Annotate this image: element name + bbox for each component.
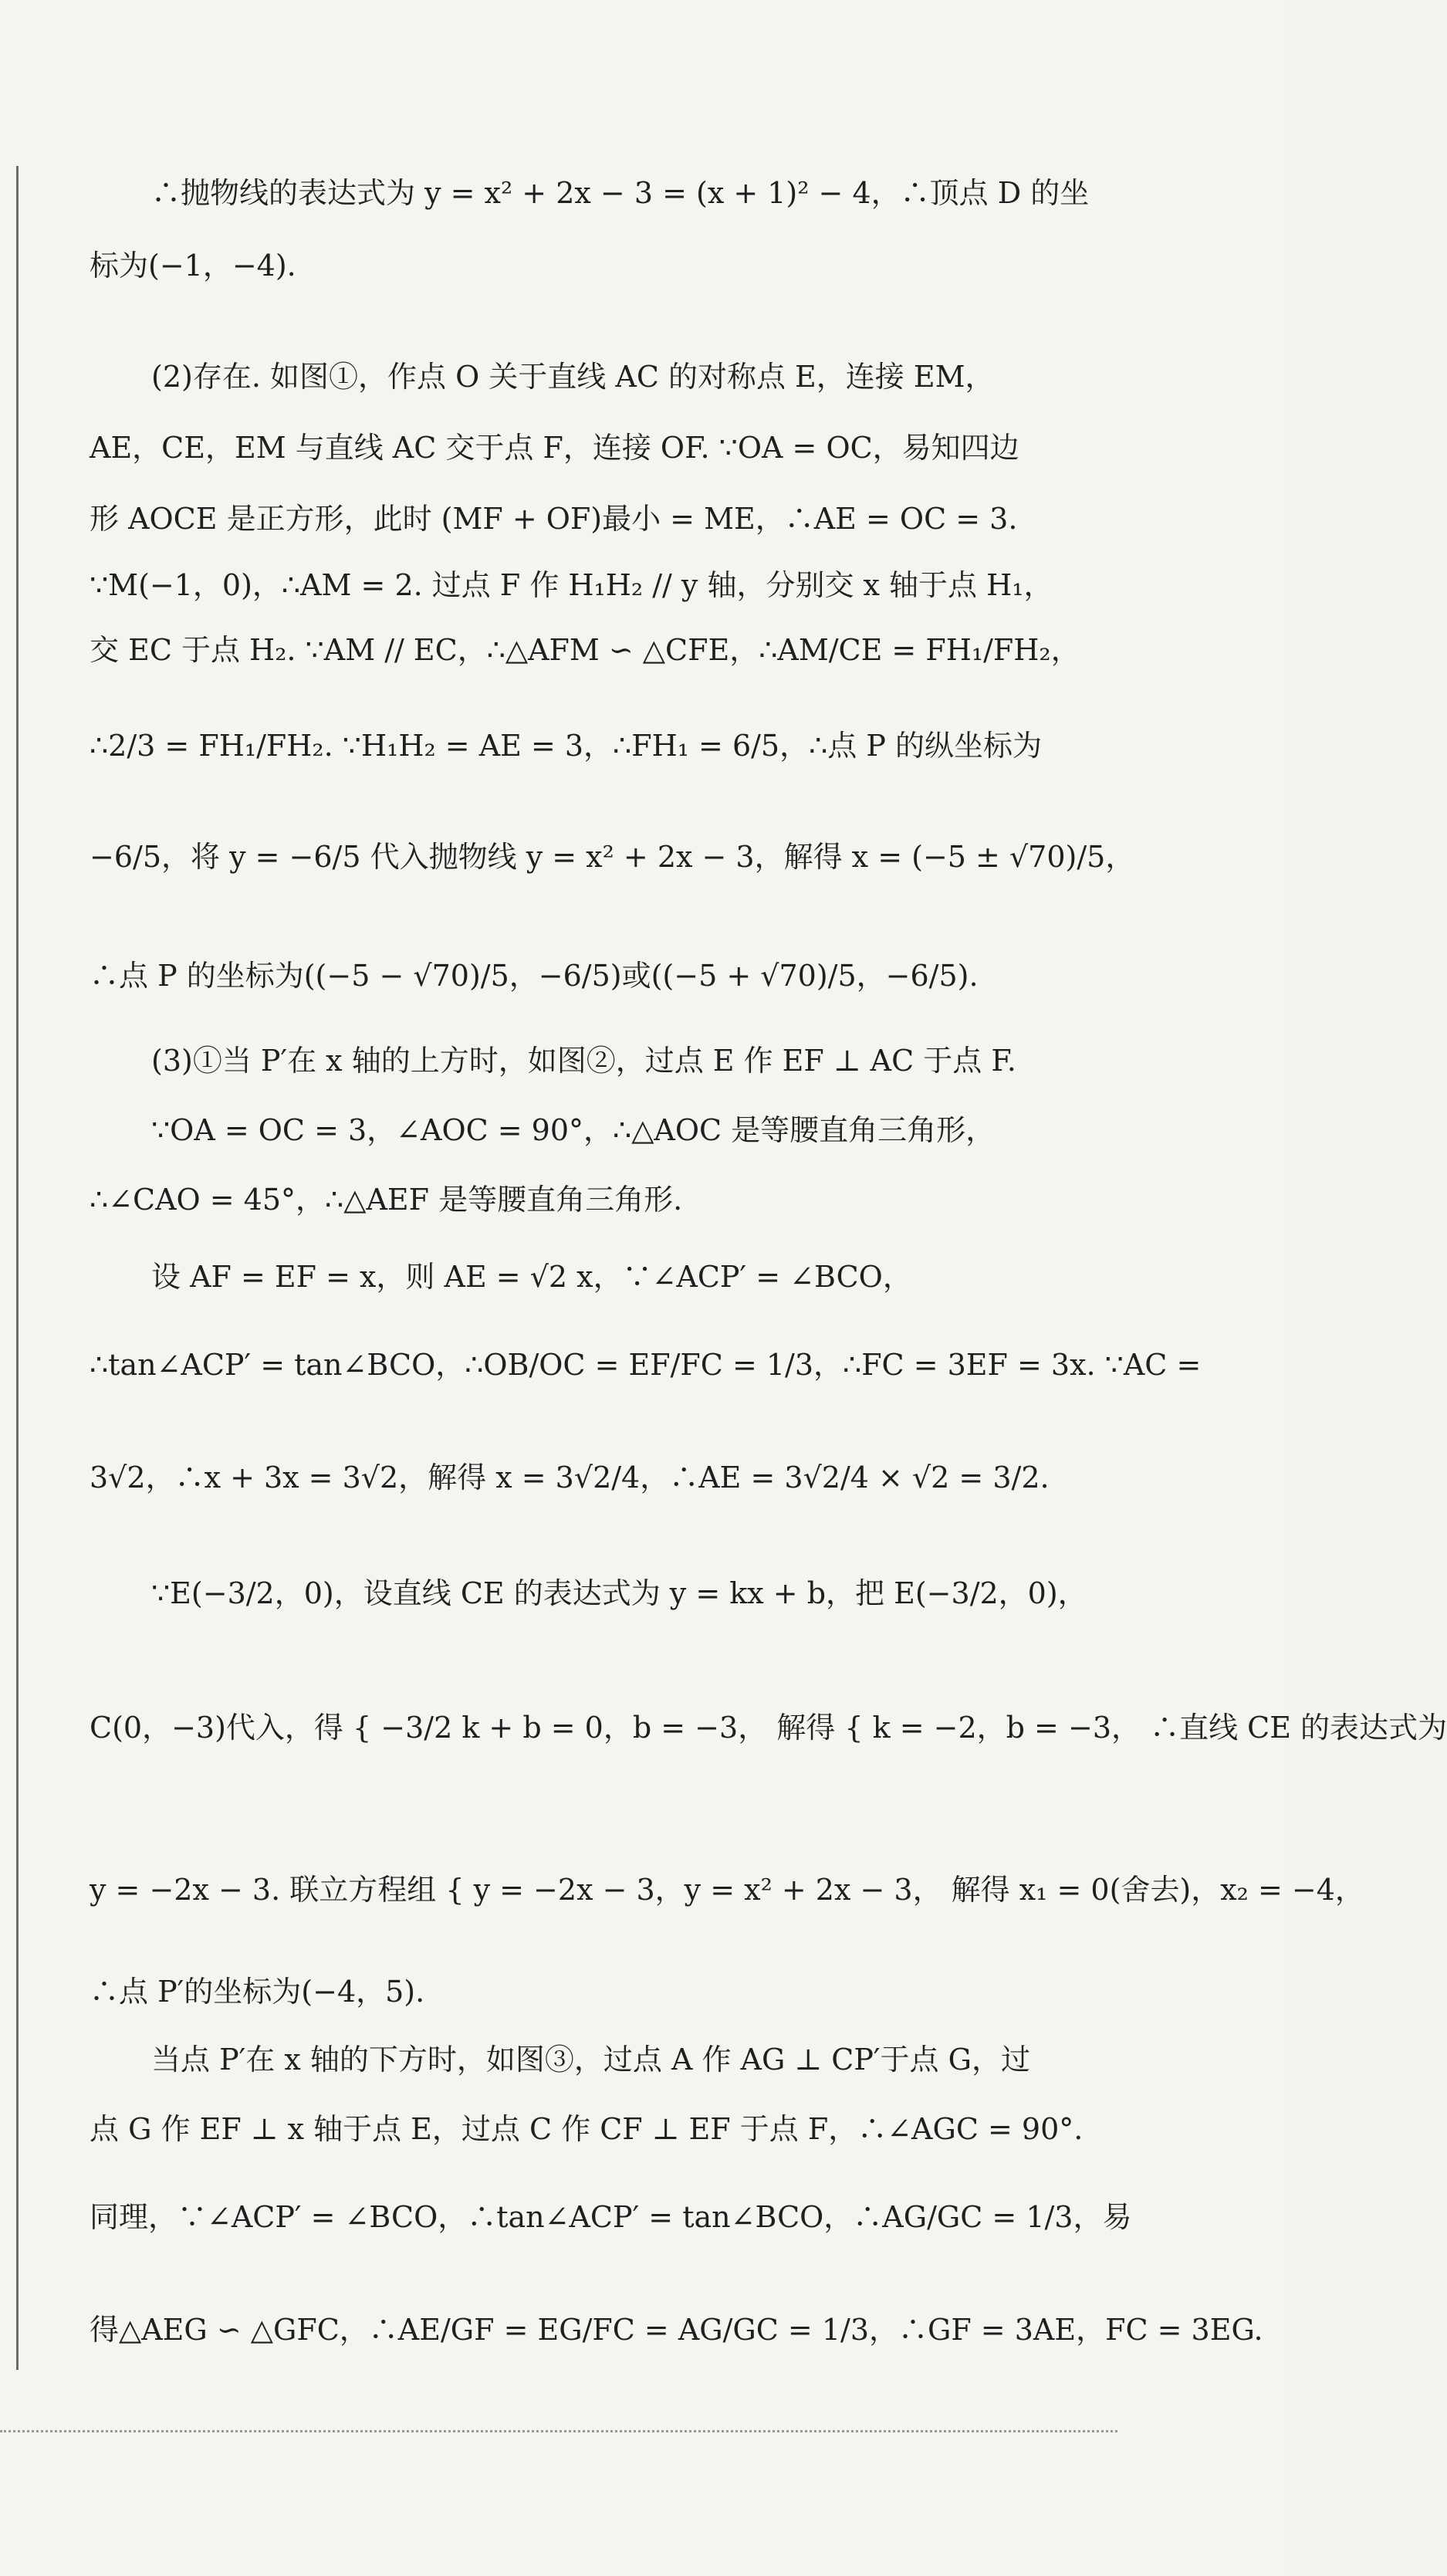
text-line: 3√2，∴x + 3x = 3√2，解得 x = 3√2/4，∴AE = 3√2/4 × √2 = 3/2. [90, 1461, 1050, 1494]
text-line: (2)存在. 如图①，作点 O 关于直线 AC 的对称点 E，连接 EM， [151, 360, 995, 394]
text-line: 得△AEG ∽ △GFC，∴AE/GF = EG/FC = AG/GC = 1/3，∴GF = 3AE，FC = 3EG. [90, 2313, 1263, 2347]
text-line: (3)①当 P′在 x 轴的上方时，如图②，过点 E 作 EF ⊥ AC 于点 F. [151, 1044, 1016, 1078]
bottom-dotted-rule [0, 2430, 1117, 2432]
text-line: 标为(−1，−4). [90, 249, 296, 283]
text-line: ∵OA = OC = 3，∠AOC = 90°，∴△AOC 是等腰直角三角形， [151, 1113, 996, 1147]
text-line: ∵M(−1，0)，∴AM = 2. 过点 F 作 H₁H₂ // y 轴，分别交 x 轴于点 H₁， [90, 568, 1053, 602]
left-margin-rule [16, 166, 19, 2370]
text-line: 当点 P′在 x 轴的下方时，如图③，过点 A 作 AG ⊥ CP′于点 G，过 [151, 2043, 1030, 2077]
text-line: C(0，−3)代入，得 { −3/2 k + b = 0，b = −3， 解得 { k = −2，b = −3， ∴直线 CE 的表达式为 [90, 1711, 1447, 1745]
text-line: −6/5，将 y = −6/5 代入抛物线 y = x² + 2x − 3，解得 x = (−5 ± √70)/5， [90, 840, 1135, 874]
text-line: AE，CE，EM 与直线 AC 交于点 F，连接 OF. ∵OA = OC，易知四边 [90, 431, 1019, 465]
text-line: ∴∠CAO = 45°，∴△AEF 是等腰直角三角形. [90, 1183, 683, 1217]
text-line: 交 EC 于点 H₂. ∵AM // EC，∴△AFM ∽ △CFE，∴AM/CE = FH₁/FH₂， [90, 633, 1080, 667]
text-line: 点 G 作 EF ⊥ x 轴于点 E，过点 C 作 CF ⊥ EF 于点 F，∴∠AGC = 90°. [90, 2112, 1084, 2146]
text-line: 同理，∵∠ACP′ = ∠BCO，∴tan∠ACP′ = tan∠BCO，∴AG/GC = 1/3，易 [90, 2200, 1132, 2234]
text-line: ∴点 P 的坐标为((−5 − √70)/5，−6/5)或((−5 + √70)/5，−6/5). [90, 959, 979, 993]
text-line: ∵E(−3/2，0)，设直线 CE 的表达式为 y = kx + b，把 E(−3/2，0)， [151, 1576, 1087, 1610]
text-line: ∴tan∠ACP′ = tan∠BCO，∴OB/OC = EF/FC = 1/3，∴FC = 3EF = 3x. ∵AC = [90, 1348, 1202, 1382]
text-line: y = −2x − 3. 联立方程组 { y = −2x − 3，y = x² + 2x − 3， 解得 x₁ = 0(舍去)，x₂ = −4， [90, 1873, 1364, 1907]
text-line: ∴2/3 = FH₁/FH₂. ∵H₁H₂ = AE = 3，∴FH₁ = 6/5，∴点 P 的纵坐标为 [90, 729, 1043, 763]
text-line: ∴点 P′的坐标为(−4，5). [90, 1975, 425, 2009]
text-line: 形 AOCE 是正方形，此时 (MF + OF)最小 = ME，∴AE = OC = 3. [90, 502, 1018, 536]
text-line: 设 AF = EF = x，则 AE = √2 x，∵∠ACP′ = ∠BCO， [151, 1260, 912, 1294]
text-line: ∴抛物线的表达式为 y = x² + 2x − 3 = (x + 1)² − 4，∴顶点 D 的坐 [151, 176, 1090, 210]
